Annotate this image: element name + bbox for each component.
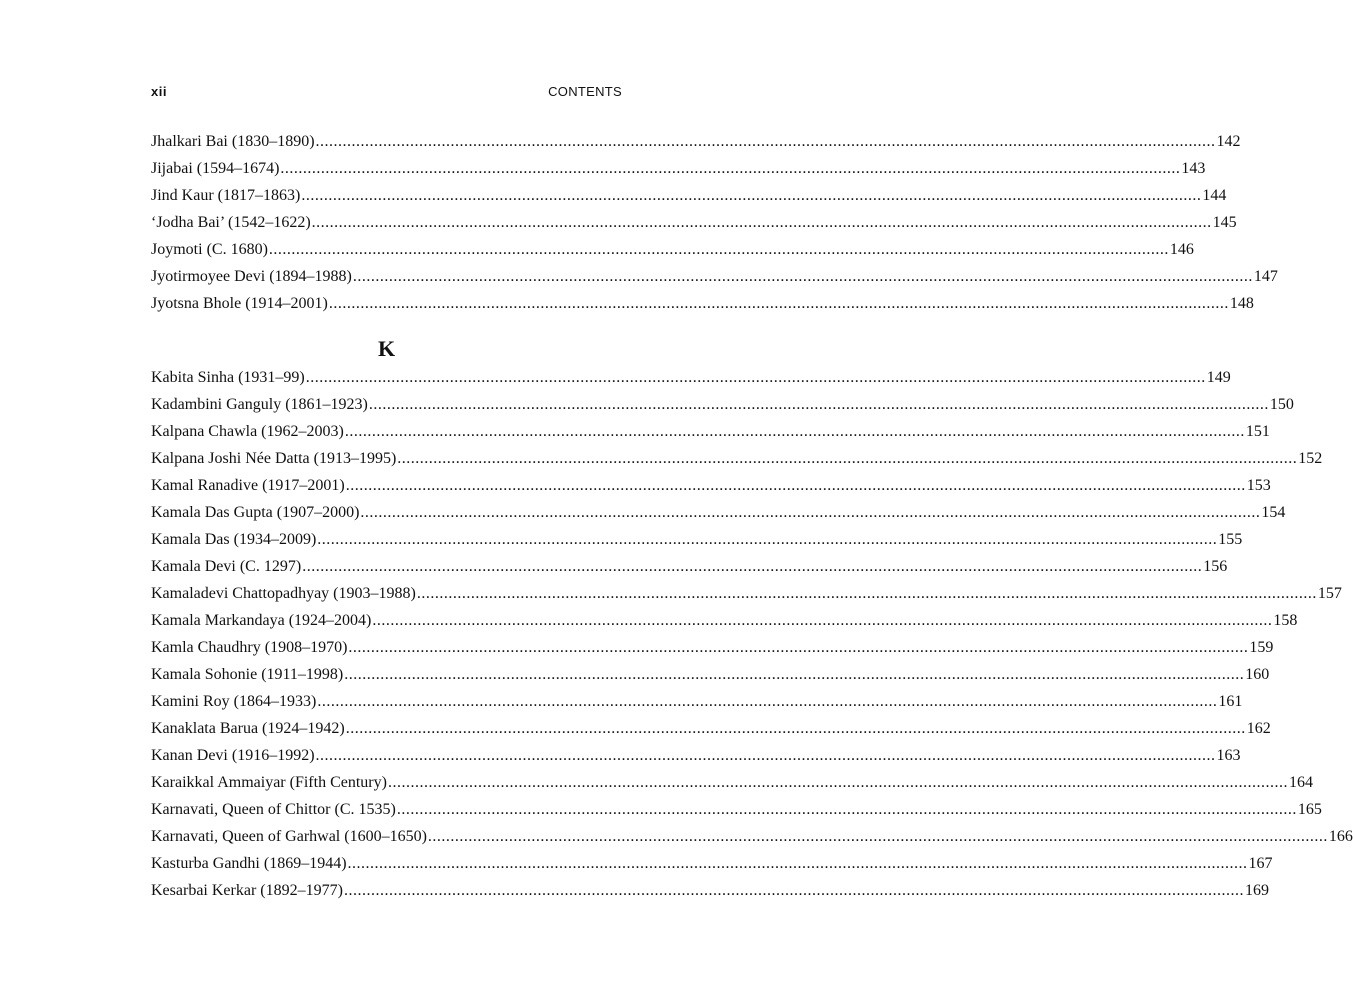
toc-entry-page-number: 162 — [1246, 720, 1271, 737]
dot-leader: ........................................................................................................................................................................................................ — [372, 612, 1273, 629]
toc-entry-page-number: 166 — [1328, 828, 1353, 845]
toc-entry-title: Kasturba Gandhi (1869–1944) — [151, 855, 347, 872]
toc-entry[interactable] — [151, 850, 1273, 877]
section-letter-heading: K — [377, 336, 396, 361]
toc-entry-page-number: 167 — [1248, 855, 1273, 872]
toc-entry-title: Karnavati, Queen of Garhwal (1600–1650) — [151, 828, 427, 845]
toc-entry-page-number: 147 — [1253, 268, 1278, 285]
toc-entry-title: Kanaklata Barua (1924–1942) — [151, 720, 345, 737]
dot-leader: ........................................................................................................................................................................................................ — [268, 241, 1169, 258]
toc-entry[interactable] — [151, 445, 1323, 472]
toc-entry-page-number: 155 — [1218, 531, 1243, 548]
dot-leader: ........................................................................................................................................................................................................ — [348, 639, 1249, 656]
dot-leader: ........................................................................................................................................................................................................ — [368, 396, 1269, 413]
toc-entry-title: Kesarbai Kerkar (1892–1977) — [151, 882, 343, 899]
toc-entry-title: Jhalkari Bai (1830–1890) — [151, 133, 315, 150]
toc-entry-page-number: 153 — [1246, 477, 1271, 494]
dot-leader: ........................................................................................................................................................................................................ — [352, 268, 1253, 285]
toc-entry[interactable] — [151, 128, 1241, 155]
dot-leader: ........................................................................................................................................................................................................ — [344, 666, 1245, 683]
toc-entry-page-number: 145 — [1212, 214, 1237, 231]
toc-entry[interactable] — [151, 769, 1313, 796]
toc-entry-page-number: 148 — [1229, 295, 1254, 312]
dot-leader: ........................................................................................................................................................................................................ — [302, 558, 1203, 575]
toc-entry[interactable] — [151, 182, 1227, 209]
dot-leader: ........................................................................................................................................................................................................ — [347, 855, 1248, 872]
toc-entry-page-number: 152 — [1298, 450, 1323, 467]
toc-entry-title: Kadambini Ganguly (1861–1923) — [151, 396, 368, 413]
toc-entry-title: Karnavati, Queen of Chittor (C. 1535) — [151, 801, 396, 818]
toc-entry-page-number: 163 — [1216, 747, 1241, 764]
toc-entry-title: Karaikkal Ammaiyar (Fifth Century) — [151, 774, 387, 791]
toc-entry[interactable] — [151, 607, 1298, 634]
toc-entry-title: Kalpana Joshi Née Datta (1913–1995) — [151, 450, 397, 467]
dot-leader: ........................................................................................................................................................................................................ — [427, 828, 1328, 845]
toc-entry[interactable] — [151, 472, 1271, 499]
toc-entry[interactable] — [151, 634, 1274, 661]
dot-leader: ........................................................................................................................................................................................................ — [343, 882, 1244, 899]
running-head-title: CONTENTS — [548, 84, 622, 99]
toc-entry[interactable] — [151, 499, 1286, 526]
toc-entry[interactable] — [151, 580, 1342, 607]
toc-entry[interactable] — [151, 236, 1194, 263]
toc-entry-page-number: 149 — [1206, 369, 1231, 386]
toc-entry-page-number: 161 — [1218, 693, 1243, 710]
toc-entry-title: Kamini Roy (1864–1933) — [151, 693, 317, 710]
toc-section-k — [151, 364, 1353, 904]
dot-leader: ........................................................................................................................................................................................................ — [416, 585, 1317, 602]
toc-entry-page-number: 156 — [1203, 558, 1228, 575]
toc-entry-page-number: 143 — [1181, 160, 1206, 177]
toc-entry[interactable] — [151, 823, 1353, 850]
page-number: xii — [151, 84, 167, 99]
dot-leader: ........................................................................................................................................................................................................ — [280, 160, 1181, 177]
dot-leader: ........................................................................................................................................................................................................ — [345, 477, 1246, 494]
toc-entry-title: Kamala Devi (C. 1297) — [151, 558, 302, 575]
toc-entry-title: Kamaladevi Chattopadhyay (1903–1988) — [151, 585, 416, 602]
running-head — [151, 84, 622, 104]
toc-entry-title: Kanan Devi (1916–1992) — [151, 747, 315, 764]
toc-entry[interactable] — [151, 391, 1294, 418]
toc-entry-title: Joymoti (C. 1680) — [151, 241, 268, 258]
dot-leader: ........................................................................................................................................................................................................ — [315, 747, 1216, 764]
toc-entry-title: Jyotirmoyee Devi (1894–1988) — [151, 268, 352, 285]
dot-leader: ........................................................................................................................................................................................................ — [344, 423, 1245, 440]
toc-entry-page-number: 165 — [1297, 801, 1322, 818]
toc-entry-page-number: 169 — [1244, 882, 1269, 899]
toc-entry-title: Kabita Sinha (1931–99) — [151, 369, 305, 386]
dot-leader: ........................................................................................................................................................................................................ — [317, 693, 1218, 710]
toc-entry-page-number: 157 — [1317, 585, 1342, 602]
toc-entry-title: ‘Jodha Bai’ (1542–1622) — [151, 214, 311, 231]
toc-entry-page-number: 158 — [1273, 612, 1298, 629]
toc-entry[interactable] — [151, 263, 1278, 290]
dot-leader: ........................................................................................................................................................................................................ — [305, 369, 1206, 386]
toc-entry-page-number: 150 — [1269, 396, 1294, 413]
toc-entry-page-number: 151 — [1245, 423, 1270, 440]
toc-entry[interactable] — [151, 526, 1243, 553]
toc-entry[interactable] — [151, 155, 1206, 182]
toc-entry-page-number: 160 — [1245, 666, 1270, 683]
toc-entry-page-number: 154 — [1261, 504, 1286, 521]
dot-leader: ........................................................................................................................................................................................................ — [397, 450, 1298, 467]
dot-leader: ........................................................................................................................................................................................................ — [328, 295, 1229, 312]
toc-entry-title: Kamala Das (1934–2009) — [151, 531, 317, 548]
toc-entry[interactable] — [151, 661, 1270, 688]
toc-entry[interactable] — [151, 877, 1269, 904]
toc-entry-page-number: 146 — [1169, 241, 1194, 258]
toc-entry-page-number: 142 — [1216, 133, 1241, 150]
toc-entry[interactable] — [151, 209, 1237, 236]
toc-entry-page-number: 159 — [1249, 639, 1274, 656]
toc-entry-title: Kamala Sohonie (1911–1998) — [151, 666, 344, 683]
dot-leader: ........................................................................................................................................................................................................ — [301, 187, 1202, 204]
toc-entry[interactable] — [151, 290, 1254, 317]
toc-entry-title: Jyotsna Bhole (1914–2001) — [151, 295, 328, 312]
toc-entry-title: Kamala Das Gupta (1907–2000) — [151, 504, 360, 521]
toc-entry-title: Kamal Ranadive (1917–2001) — [151, 477, 345, 494]
toc-entry[interactable] — [151, 553, 1228, 580]
dot-leader: ........................................................................................................................................................................................................ — [345, 720, 1246, 737]
toc-entry-title: Jijabai (1594–1674) — [151, 160, 280, 177]
toc-entry[interactable] — [151, 364, 1231, 391]
toc-entry-title: Jind Kaur (1817–1863) — [151, 187, 301, 204]
toc-entry-page-number: 144 — [1202, 187, 1227, 204]
toc-entry-title: Kalpana Chawla (1962–2003) — [151, 423, 344, 440]
toc-section-j — [151, 128, 1278, 317]
toc-entry[interactable] — [151, 715, 1271, 742]
toc-entry-page-number: 164 — [1288, 774, 1313, 791]
dot-leader: ........................................................................................................................................................................................................ — [315, 133, 1216, 150]
dot-leader: ........................................................................................................................................................................................................ — [317, 531, 1218, 548]
toc-entry-title: Kamla Chaudhry (1908–1970) — [151, 639, 348, 656]
dot-leader: ........................................................................................................................................................................................................ — [387, 774, 1288, 791]
toc-entry-title: Kamala Markandaya (1924–2004) — [151, 612, 372, 629]
dot-leader: ........................................................................................................................................................................................................ — [396, 801, 1297, 818]
dot-leader: ........................................................................................................................................................................................................ — [360, 504, 1261, 521]
toc-entry[interactable] — [151, 418, 1270, 445]
toc-entry[interactable] — [151, 742, 1241, 769]
toc-entry[interactable] — [151, 796, 1322, 823]
toc-entry[interactable] — [151, 688, 1243, 715]
dot-leader: ........................................................................................................................................................................................................ — [311, 214, 1212, 231]
